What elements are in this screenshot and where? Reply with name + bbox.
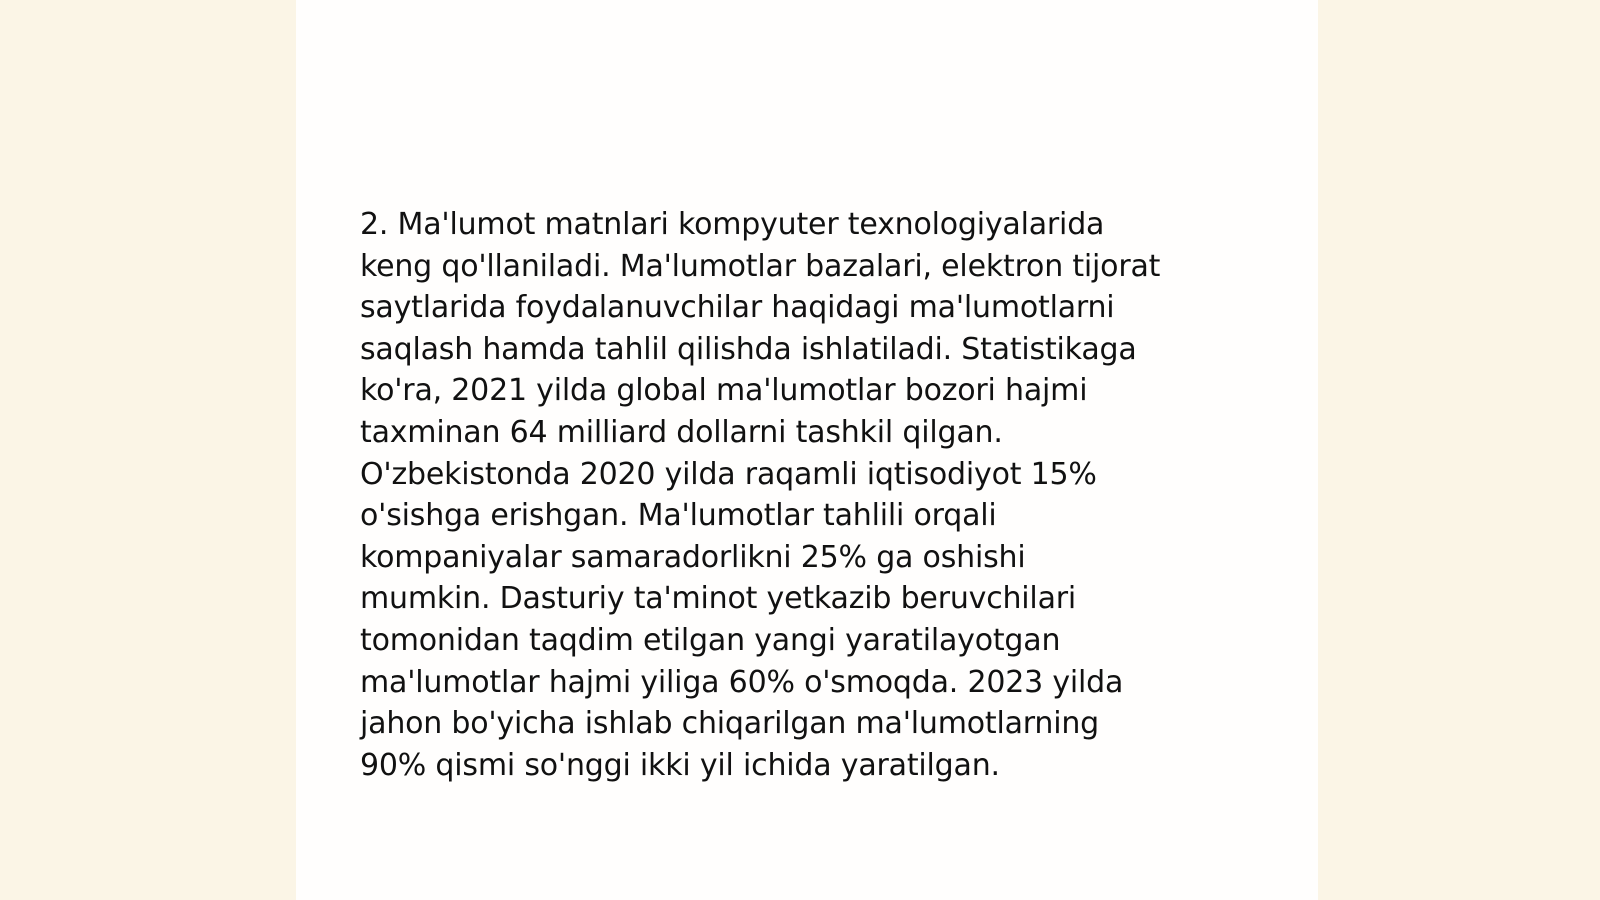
text-line: tomonidan taqdim etilgan yangi yaratilayotgan xyxy=(360,622,1061,658)
document-page xyxy=(296,0,1318,900)
text-line: 90% qismi so'nggi ikki yil ichida yaratilgan. xyxy=(360,747,1000,783)
text-line: mumkin. Dasturiy ta'minot yetkazib beruvchilari xyxy=(360,581,1077,617)
text-line: taxminan 64 milliard dollarni tashkil qilgan. xyxy=(360,414,1003,450)
text-line: O'zbekistonda 2020 yilda raqamli iqtisodiyot 15% xyxy=(360,456,1097,492)
text-line: o'sishga erishgan. Ma'lumotlar tahlili orqali xyxy=(360,498,997,534)
text-line: saytlarida foydalanuvchilar haqidagi ma'lumotlarni xyxy=(360,290,1115,326)
text-line: kompaniyalar samaradorlikni 25% ga oshishi xyxy=(360,539,1026,575)
text-line: ma'lumotlar hajmi yiliga 60% o'smoqda. 2023 yilda xyxy=(360,664,1124,700)
text-line: keng qo'llaniladi. Ma'lumotlar bazalari, elektron tijorat xyxy=(360,248,1161,284)
text-line: jahon bo'yicha ishlab chiqarilgan ma'lumotlarning xyxy=(360,706,1099,742)
text-line: ko'ra, 2021 yilda global ma'lumotlar bozori hajmi xyxy=(360,373,1088,409)
text-line: saqlash hamda tahlil qilishda ishlatiladi. Statistikaga xyxy=(360,331,1137,367)
body-paragraph xyxy=(360,204,1260,786)
text-line: 2. Ma'lumot matnlari kompyuter texnologiyalarida xyxy=(360,207,1105,242)
